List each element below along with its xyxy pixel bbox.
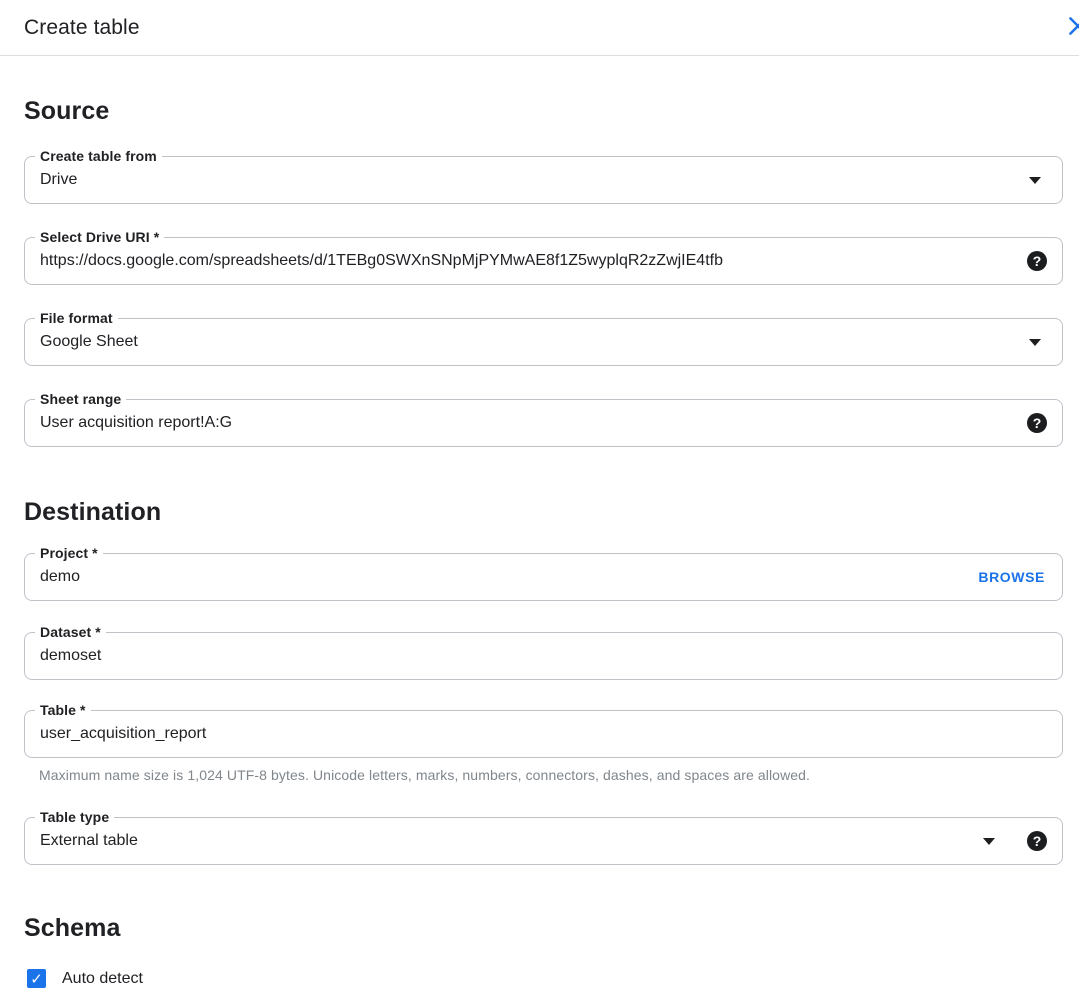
file-format-value: Google Sheet [40,333,138,350]
sheet-range-label: Sheet range [35,391,126,408]
drive-uri-input[interactable] [40,252,1013,270]
create-table-from-select[interactable] [24,148,1063,204]
dataset-label: Dataset * [35,624,106,641]
table-type-select[interactable] [24,809,1063,865]
sheet-range-input[interactable] [40,414,1013,432]
field-trailing [1027,251,1047,271]
panel-header [0,0,1079,56]
field-trailing [983,831,1047,851]
section-heading-schema: Schema [24,914,121,942]
help-icon[interactable]: ? [1027,831,1047,851]
field-trailing [1027,413,1047,433]
table-name-helper-text: Maximum name size is 1,024 UTF-8 bytes. Unicode letters, marks, numbers, connectors, dashes, and spaces are allowed. [39,767,811,783]
field-trailing [1029,339,1047,346]
dataset-input[interactable] [40,647,1047,665]
section-heading-source: Source [24,97,110,125]
create-table-from-value: Drive [40,171,78,188]
dropdown-arrow-icon [1029,177,1041,184]
table-field [24,702,1063,758]
project-input[interactable] [40,568,962,586]
sheet-range-field [24,391,1063,447]
auto-detect-label: Auto detect [62,969,143,987]
table-input[interactable] [40,725,1047,743]
field-trailing [1029,177,1047,184]
drive-uri-label: Select Drive URI * [35,229,164,246]
checkbox-check-icon: ✓ [30,970,43,988]
file-format-select[interactable] [24,310,1063,366]
dropdown-arrow-icon [1029,339,1041,346]
project-label: Project * [35,545,103,562]
dropdown-arrow-icon [983,838,995,845]
close-icon [1065,13,1079,39]
auto-detect-row [24,969,1063,988]
project-field [24,545,1063,601]
field-trailing [976,569,1047,585]
help-icon[interactable]: ? [1027,251,1047,271]
dataset-field [24,624,1063,680]
table-type-value: External table [40,832,138,849]
browse-button[interactable]: BROWSE [978,569,1045,585]
table-type-label: Table type [35,809,114,826]
close-button[interactable] [1065,13,1079,39]
auto-detect-checkbox[interactable] [27,969,46,988]
drive-uri-field [24,229,1063,285]
help-icon[interactable]: ? [1027,413,1047,433]
panel-title: Create table [24,15,140,39]
file-format-label: File format [35,310,118,327]
create-table-from-label: Create table from [35,148,162,165]
table-label: Table * [35,702,91,719]
section-heading-destination: Destination [24,498,162,526]
form-content [0,96,1079,988]
